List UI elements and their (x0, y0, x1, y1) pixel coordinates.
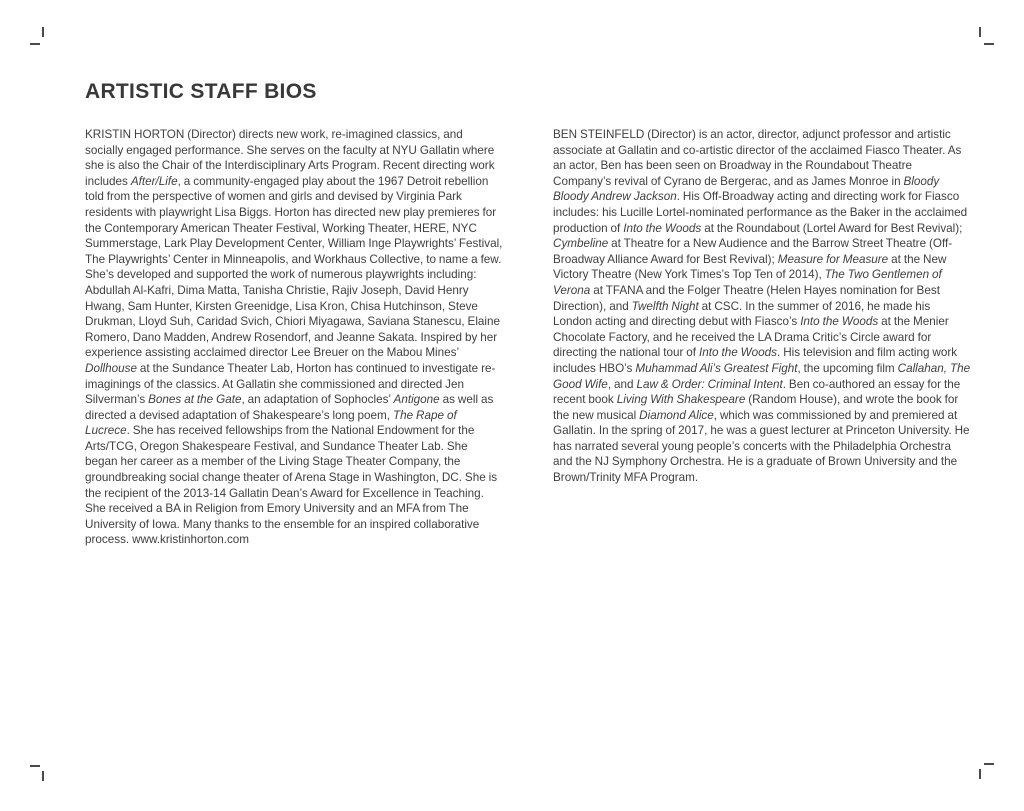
work-title-italic: Muhammad Ali’s Greatest Fight (635, 361, 798, 375)
page-title: ARTISTIC STAFF BIOS (85, 80, 317, 103)
bio-text-run: , the upcoming film (797, 361, 898, 375)
crop-mark-top-right-horizontal (984, 43, 994, 45)
bio-ben-steinfeld (553, 127, 971, 486)
bio-kristin-horton (85, 127, 503, 548)
crop-mark-bottom-left-horizontal (30, 765, 40, 767)
work-title-italic: Antigone (393, 393, 440, 407)
work-title-italic: Into the Woods (699, 346, 778, 360)
bio-text-run: . Ben co-authored an essay for the recent book (553, 377, 961, 407)
crop-mark-bottom-left-vertical (42, 771, 44, 781)
work-title-italic: Law & Order: Criminal Intent (636, 377, 783, 391)
crop-mark-top-left-vertical (42, 27, 44, 37)
work-title-italic: Dollhouse (85, 361, 137, 375)
bio-text-run: at the Roundabout (Lortel Award for Best Revival); (701, 221, 963, 235)
work-title-italic: Cymbeline (553, 237, 609, 251)
bio-text-run: as well as directed a devised adaptation of Shakespeare’s long poem, (85, 393, 494, 422)
bio-text-run: . His television and film acting work includes HBO’s (553, 346, 958, 375)
bio-text-run: KRISTIN HORTON (Director) directs new work, re-imagined classics, and socially engaged performance. She serves on the faculty at NYU Gallatin where she is also the Chair of the Interdisciplinary Arts Program. Recent directing work includes (85, 128, 495, 188)
bio-text-run: at Theatre for a New Audience and the Barrow Street Theatre (Off-Broadway Alliance Award for Best Revival); (553, 237, 953, 266)
bio-text-run: BEN STEINFELD (Director) is an actor, director, adjunct professor and artistic associate at Gallatin and co-artistic director of the acclaimed Fiasco Theater. As an actor, Ben has been seen on Broadway in the Roundabout Theatre Company’s revival of Cyrano de Bergerac, and as James Monroe in (553, 128, 962, 188)
work-title-italic: The Rape of Lucrece (85, 408, 457, 438)
bio-text-run: , which was commissioned by and premiered at Gallatin. In the spring of 2017, he was a guest lecturer at Princeton University. He has narrated several young people’s concerts with the Philadelphia Orchestra and the NJ Symphony Orchestra. He is a graduate of Brown University and the Brown/Trinity MFA Program. (553, 408, 970, 485)
crop-mark-bottom-right-horizontal (984, 763, 994, 765)
bio-text-run: at TFANA and the Folger Theatre (Helen Hayes nomination for Best Direction), and (553, 283, 940, 313)
work-title-italic: Bones at the Gate (148, 393, 242, 407)
bio-text-run: at CSC. In the summer of 2016, he made his London acting and directing debut with Fiasco’s (553, 299, 931, 329)
work-title-italic: Measure for Measure (777, 252, 889, 266)
work-title-italic: Bloody Bloody Andrew Jackson (553, 174, 940, 204)
work-title-italic: Diamond Alice (639, 408, 714, 422)
work-title-italic: Into the Woods (623, 221, 702, 235)
work-title-italic: Twelfth Night (631, 299, 699, 313)
work-title-italic: Into the Woods (800, 315, 879, 329)
crop-mark-top-left-horizontal (30, 43, 40, 45)
bio-text-run: at the Sundance Theater Lab, Horton has continued to investigate re-imaginings of the classics. At Gallatin she commissioned and directed Jen Silverman’s (85, 361, 496, 407)
bio-text-run: , a community-engaged play about the 1967 Detroit rebellion told from the perspective of women and girls and devised by Virginia Park residents with playwright Lisa Biggs. Horton has directed new play premieres for the Contemporary American Theater Festival, Working Theater, HERE, NYC Summerstage, Lark Play Development Center, William Inge Playwrights’ Festival, The Playwrights’ Center in Minneapolis, and Workhaus Collective, to name a few. She’s developed and supported the work of numerous playwrights including: Abdullah Al-Kafri, Dima Matta, Tanisha Christie, Rajiv Joseph, David Henry Hwang, Sam Hunter, Kirsten Greenidge, Lisa Kron, Chisa Hutchinson, Steve Drukman, Lloyd Suh, Caridad Svich, Chiori Miyagawa, Saviana Stanescu, Elaine Romero, Dano Madden, Andrew Rosendorf, and Jeanne Sakata. Inspired by her experience assisting acclaimed director Lee Breuer on the Mabou Mines’ (85, 174, 503, 360)
bio-text-run: , an adaptation of Sophocles’ (241, 393, 394, 407)
work-title-italic: After/Life (130, 174, 178, 188)
work-title-italic: The Two Gentlemen of Verona (553, 268, 942, 297)
work-title-italic: Callahan, The Good Wife (553, 361, 971, 391)
crop-mark-top-right-vertical (979, 27, 981, 37)
bio-text-run: . She has received fellowships from the National Endowment for the Arts/TCG, Oregon Shakespeare Festival, and Sundance Theater Lab. She began her career as a member of the Living Stage Theater Company, the groundbreaking social change theater of Arena Stage in Washington, DC. She is the recipient of the 2013-14 Gallatin Dean’s Award for Excellence in Teaching. She received a BA in Religion from Emory University and an MFA from The University of Iowa. Many thanks to the ensemble for an inspired collaborative process. www.kristinhorton.com (85, 424, 498, 547)
work-title-italic: Living With Shakespeare (616, 393, 746, 407)
bio-text-run: at the New Victory Theatre (New York Times’s Top Ten of 2014), (553, 252, 947, 282)
bio-text-run: . His Off-Broadway acting and directing work for Fiasco includes: his Lucille Lortel-nominated performance as the Baker in the acclaimed production of (553, 190, 968, 235)
bio-text-run: at the Menier Chocolate Factory, and he received the LA Drama Critic’s Circle award for directing the national tour of (553, 315, 949, 360)
bio-text-run: , and (607, 377, 637, 391)
crop-mark-bottom-right-vertical (979, 769, 981, 779)
bio-text-run: (Random House), and wrote the book for the new musical (553, 393, 959, 422)
